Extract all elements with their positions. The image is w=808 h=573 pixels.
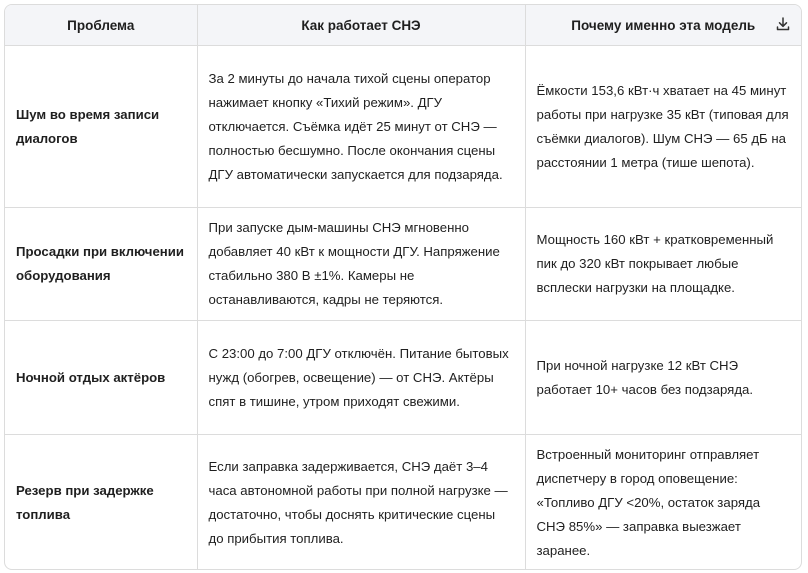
table-row xyxy=(5,435,801,571)
how-cell: При запуске дым-машины СНЭ мгновенно добавляет 40 кВт к мощности ДГУ. Напряжение стабильно 380 В ±1%. Камеры не останавливаются, кадры не теряются. xyxy=(197,208,525,321)
problem-cell: Просадки при включении оборудования xyxy=(5,208,197,321)
why-cell: Мощность 160 кВт + кратковременный пик до 320 кВт покрывает любые всплески нагрузки на площадке. xyxy=(525,208,801,321)
why-cell: Ёмкости 153,6 кВт·ч хватает на 45 минут работы при нагрузке 35 кВт (типовая для съёмки диалогов). Шум СНЭ — 65 дБ на расстоянии 1 метра (тише шепота). xyxy=(525,46,801,208)
download-icon[interactable] xyxy=(775,16,791,32)
table-header xyxy=(5,5,801,46)
column-header-why xyxy=(525,5,801,46)
problem-cell: Ночной отдых актёров xyxy=(5,321,197,435)
column-header-problem: Проблема xyxy=(5,5,197,46)
header-row xyxy=(5,5,801,46)
how-cell: С 23:00 до 7:00 ДГУ отключён. Питание бытовых нужд (обогрев, освещение) — от СНЭ. Актёры спят в тишине, утром приходят свежими. xyxy=(197,321,525,435)
data-table xyxy=(5,5,801,570)
column-header-why-label: Почему именно эта модель xyxy=(571,17,756,33)
problem-cell: Шум во время записи диалогов xyxy=(5,46,197,208)
column-header-how: Как работает СНЭ xyxy=(197,5,525,46)
table-body xyxy=(5,46,801,571)
why-cell: При ночной нагрузке 12 кВт СНЭ работает 10+ часов без подзаряда. xyxy=(525,321,801,435)
comparison-table xyxy=(4,4,802,570)
why-cell: Встроенный мониторинг отправляет диспетчеру в город оповещение: «Топливо ДГУ <20%, остаток заряда СНЭ 85%» — заправка выезжает заранее. xyxy=(536,446,761,558)
table-row xyxy=(5,321,801,435)
how-cell: За 2 минуты до начала тихой сцены оператор нажимает кнопку «Тихий режим». ДГУ отключается. Съёмка идёт 25 минут от СНЭ — полностью бесшумно. После окончания сцены ДГУ автоматически запускается для подзаряда. xyxy=(197,46,525,208)
problem-cell: Резерв при задержке топлива xyxy=(5,435,197,571)
how-cell: Если заправка задерживается, СНЭ даёт 3–4 часа автономной работы при полной нагрузке — достаточно, чтобы доснять критические сцены до прибытия топлива. xyxy=(197,435,525,571)
table-row xyxy=(5,46,801,208)
table-row xyxy=(5,208,801,321)
